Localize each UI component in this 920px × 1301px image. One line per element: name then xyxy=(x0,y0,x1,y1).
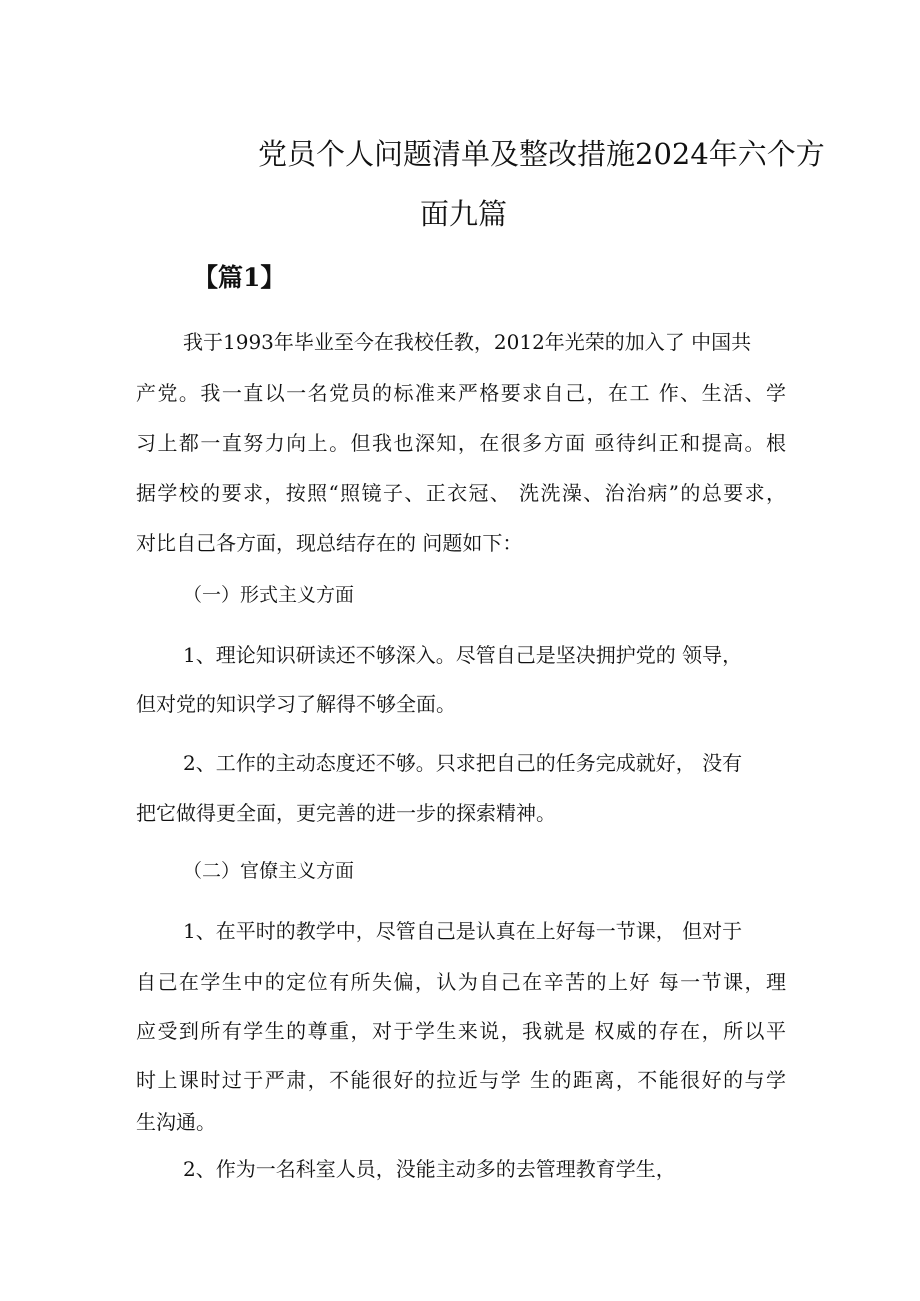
document-title-line-2: 面九篇 xyxy=(420,197,508,231)
list-item-line: 但对党的知识学习了解得不够全面。 xyxy=(136,692,456,716)
list-item-line: 自己在学生中的定位有所失偏，认为自己在辛苦的上好 每一节课，理 xyxy=(136,970,786,994)
list-item-line: 生沟通。 xyxy=(136,1110,216,1134)
intro-line: 产党。我一直以一名党员的标准来严格要求自己，在工 作、生活、学 xyxy=(136,381,786,405)
list-item-line: 1、理论知识研读还不够深入。尽管自己是坚决拥护党的 领导， xyxy=(183,643,743,667)
section-heading: （二）官僚主义方面 xyxy=(183,860,355,882)
list-item-line: 把它做得更全面，更完善的进一步的探索精神。 xyxy=(136,801,556,825)
list-item-line: 应受到所有学生的尊重，对于学生来说，我就是 权威的存在，所以平 xyxy=(136,1019,786,1043)
intro-line: 据学校的要求，按照“照镜子、正衣冠、 洗洗澡、治治病”的总要求， xyxy=(136,481,786,505)
section-heading: （一）形式主义方面 xyxy=(183,584,355,606)
list-item-line: 时上课时过于严肃，不能很好的拉近与学 生的距离，不能很好的与学 xyxy=(136,1068,786,1092)
intro-line: 我于1993年毕业至今在我校任教，2012年光荣的加入了 中国共 xyxy=(183,330,752,354)
list-item-line: 1、在平时的教学中，尽管自己是认真在上好每一节课， 但对于 xyxy=(183,919,743,943)
section-label: 【篇1】 xyxy=(193,263,286,292)
list-item-line: 2、工作的主动态度还不够。只求把自己的任务完成就好， 没有 xyxy=(183,751,743,775)
list-item-line: 2、作为一名科室人员，没能主动多的去管理教育学生， xyxy=(183,1157,676,1181)
intro-line: 习上都一直努力向上。但我也深知，在很多方面 亟待纠正和提高。根 xyxy=(136,431,786,455)
document-title-line-1: 党员个人问题清单及整改措施2024年六个方 xyxy=(258,137,825,171)
intro-line: 对比自己各方面，现总结存在的 问题如下： xyxy=(136,531,523,555)
